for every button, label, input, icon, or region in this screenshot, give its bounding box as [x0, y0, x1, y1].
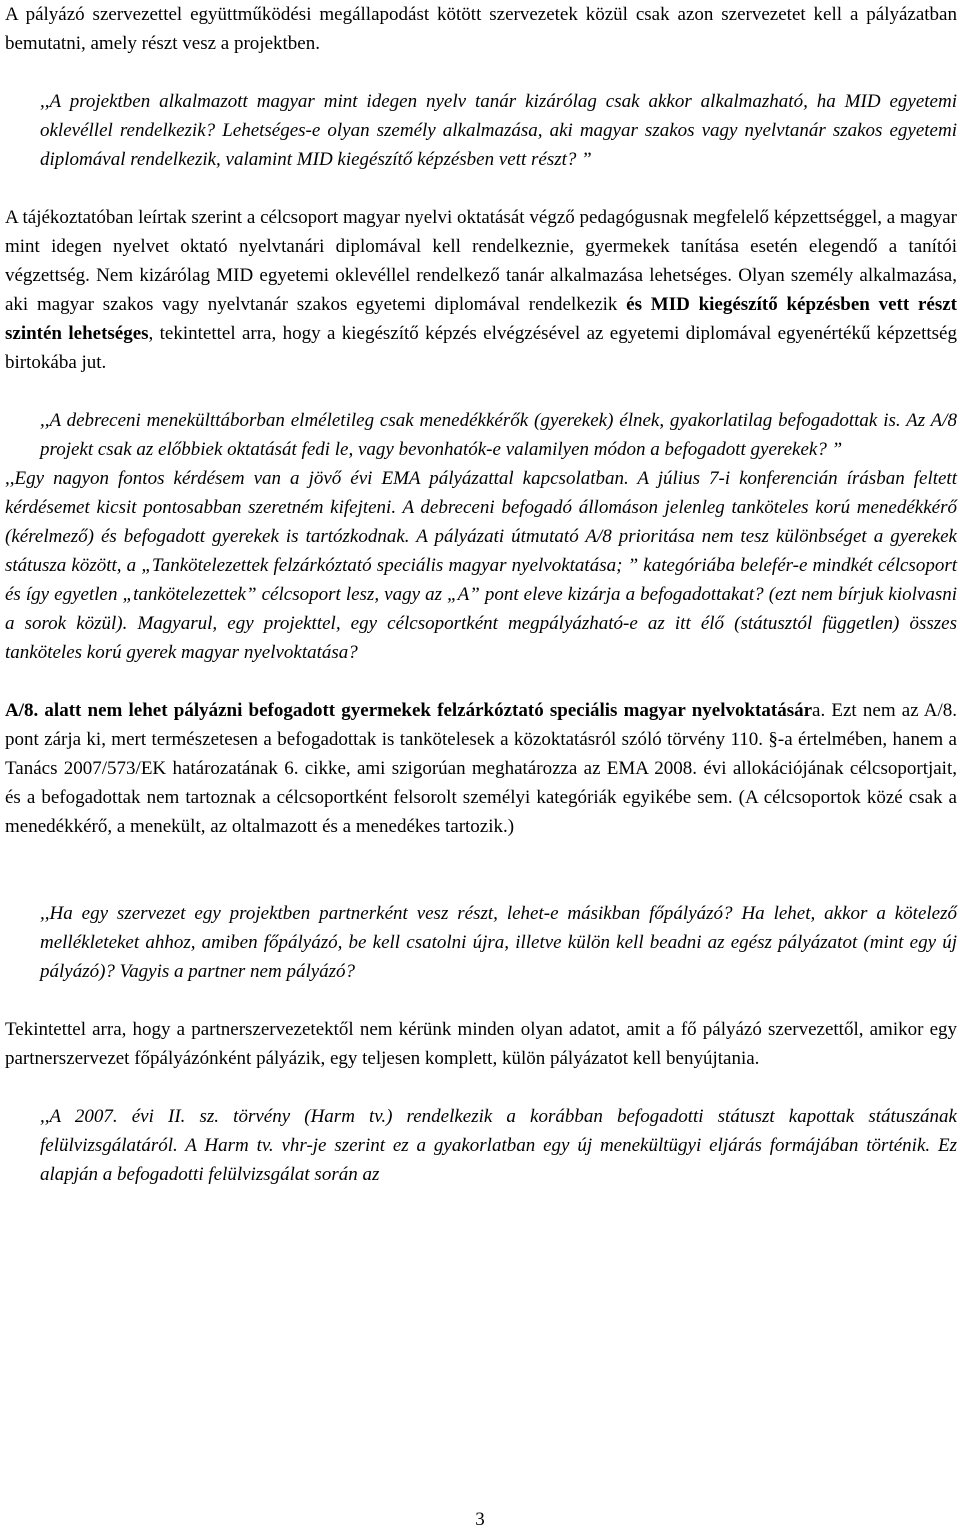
answer-15-rest: a. Ezt nem az A/8. pont zárja ki, mert természetesen a befogadottak is tankötelesek a közoktatásról szóló törvény 110. §-a értelmében, hanem a Tanács 2007/573/EK határozatának 6. cikke, ami szigorúan meghatározza az EMA 2008. évi allokációjának célcsoportjait, és a befogadottak nem tartoznak a célcsoportként felsorolt személyi kategóriák egyikébe sem. (A célcsoportok közé csak a menedékkérő, a menekült, az oltalmazott és a menedékes tartozik.)	[5, 700, 958, 837]
answer-15	[5, 696, 957, 841]
question-15	[5, 406, 957, 464]
document-page	[5, 0, 957, 1189]
answer-14-bold: és MID kiegészítő képzésben vett részt szintén lehetséges	[5, 294, 957, 344]
question-17	[5, 1102, 957, 1189]
answer-14-part1: A tájékoztatóban leírtak szerint a célcsoport magyar nyelvi oktatását végző pedagógusnak megfelelő képzettséggel, a magyar mint idegen nyelvet oktató nyelvtanári diplomával kell rendelkeznie, gyermekek tanítása esetén elegendő a tanítói végzettség. Nem kizárólag MID egyetemi oklevéllel rendelkező tanár alkalmazása lehetséges. Olyan személy alkalmazása, aki magyar szakos vagy nyelvtanár szakos egyetemi diplomával rendelkezik	[5, 207, 957, 315]
answer-14-part2: , tekintettel arra, hogy a kiegészítő képzés elvégzésével az egyetemi diplomával egyenértékű képzettség birtokába jut.	[5, 323, 957, 373]
question-15-number	[5, 406, 40, 435]
answer-15-bold: A/8. alatt nem lehet pályázni befogadott gyermekek felzárkóztató speciális magyar nyelvoktatásár	[5, 700, 813, 721]
question-17-text: ,,A 2007. évi II. sz. törvény (Harm tv.) rendelkezik a korábban befogadotti státuszt kapottak státuszának felülvizsgálatáról. A Harm tv. vhr-je szerint ez a gyakorlatban egy új menekültügyi eljárás formájában történik. Ez alapján a befogadotti felülvizsgálat során az	[40, 1106, 957, 1185]
page-number: 3	[475, 1509, 485, 1530]
answer-14	[5, 203, 957, 377]
question-14-text: ,,A projektben alkalmazott magyar mint idegen nyelv tanár kizárólag csak akkor alkalmazható, ha MID egyetemi oklevéllel rendelkezik? Lehetséges-e olyan személy alkalmazása, aki magyar szakos vagy nyelvtanár szakos egyetemi diplomával rendelkezik, valamint MID kiegészítő képzésben vett részt? ”	[40, 91, 957, 170]
question-17-number	[5, 1102, 40, 1131]
question-16	[5, 899, 957, 986]
question-15-continued: ,,Egy nagyon fontos kérdésem van a jövő évi EMA pályázattal kapcsolatban. A július 7-i konferencián írásban feltett kérdésemet kicsit pontosabban szeretném kifejteni. A debreceni befogadó állomáson jelenleg tanköteles korú menedékkérő (kérelmező) és befogadott gyerekek is tartózkodnak. A pályázati útmutató A/8 prioritása nem tesz különbséget a gyerekek státusza között, a „Tankötelezettek felzárkóztató speciális magyar nyelvoktatása; ” kategóriába belefér-e mindkét célcsoport és így egyetlen „tankötelezettek” célcsoport lesz, vagy az „A” pont eleve kizárja a befogadottakat? (ezt nem bírjuk kiolvasni a sorok közül). Magyarul, egy projekttel, egy célcsoportként megpályázható-e az itt élő (státusztól független) összes tanköteles korú gyerek magyar nyelvoktatása?	[5, 468, 957, 663]
question-16-number	[5, 899, 40, 928]
question-14-number	[5, 87, 40, 116]
question-14	[5, 87, 957, 174]
answer-16: Tekintettel arra, hogy a partnerszervezetektől nem kérünk minden olyan adatot, amit a fő pályázó szervezettől, amikor egy partnerszervezet főpályázónként pályázik, egy teljesen komplett, külön pályázatot kell benyújtania.	[5, 1019, 957, 1069]
intro-paragraph: A pályázó szervezettel együttműködési megállapodást kötött szervezetek közül csak azon szervezetet kell a pályázatban bemutatni, amely részt vesz a projektben.	[5, 4, 957, 54]
question-15-text-a: ,,A debreceni menekülttáborban elméletileg csak menedékkérők (gyerekek) élnek, gyakorlatilag befogadottak is. Az A/8 projekt csak az előbbiek oktatását fedi le, vagy bevonhatók-e valamilyen módon a befogadott gyerekek? ”	[40, 410, 957, 460]
question-16-text: ,,Ha egy szervezet egy projektben partnerként vesz részt, lehet-e másikban főpályázó? Ha lehet, akkor a kötelező mellékleteket ahhoz, amiben főpályázó, be kell csatolni újra, illetve külön kell beadni az egész pályázatot (mint egy új pályázó)? Vagyis a partner nem pályázó?	[40, 903, 957, 982]
